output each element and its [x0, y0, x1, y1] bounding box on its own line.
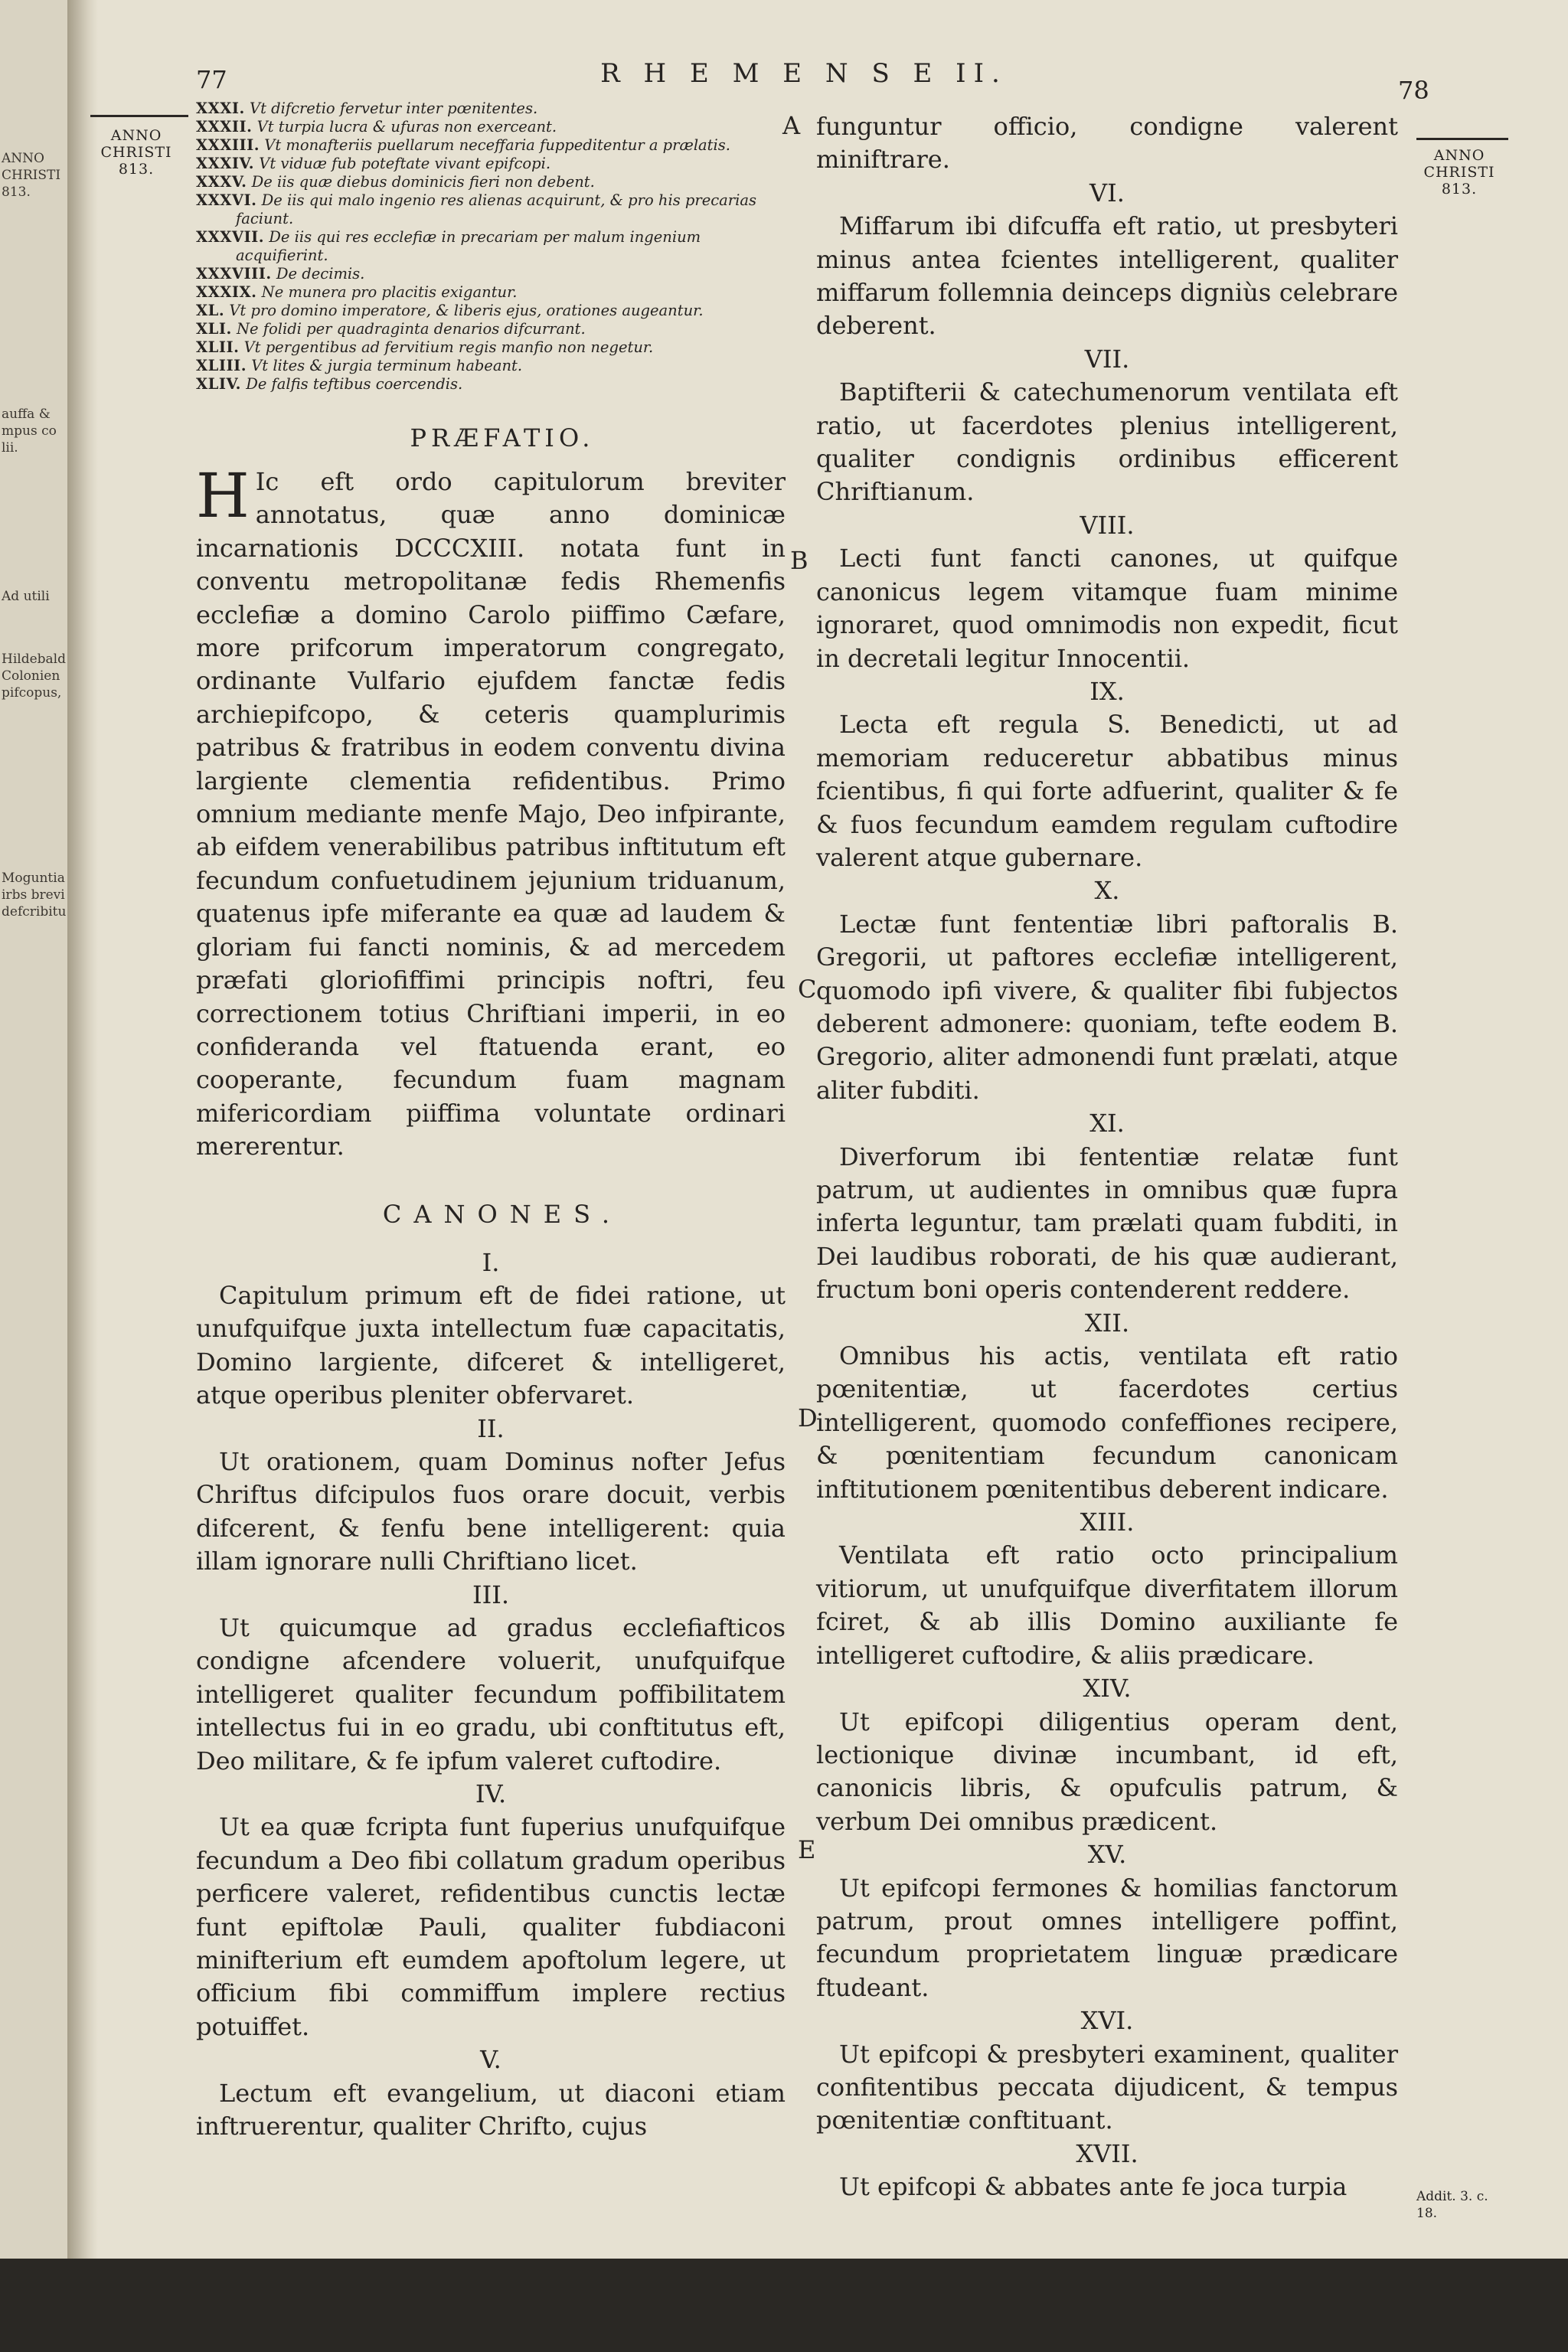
chapter-number: XXXVII.	[196, 228, 265, 246]
previous-page-edge	[0, 0, 70, 2259]
canon-number: VII.	[1084, 344, 1130, 374]
chapter-text: De iis quæ diebus dominicis fieri non debent.	[251, 173, 595, 191]
prev-page-fragment: auffa & mpus co lii.	[2, 407, 57, 456]
praefatio-paragraph	[196, 460, 786, 1164]
chapter-list-item	[196, 357, 786, 375]
chapter-text: Vt pergentibus ad fervitium regis manfio non negetur.	[243, 338, 654, 356]
canon-text: Diverforum ibi fententiæ relatæ funt patrum, ut audientes in omnibus quæ fupra inferta leguntur, tam prælati quam fubditi, in Dei laudibus roborati, de his quæ audierant, fructum boni operis contenderent reddere.	[816, 1142, 1398, 1305]
chapter-list-item	[196, 265, 786, 283]
section-letter-b: B	[790, 546, 808, 575]
section-letter-d: D	[798, 1403, 818, 1432]
section-letter-e: E	[798, 1835, 816, 1864]
chapter-number: XXXI.	[196, 100, 245, 117]
canon-number: XIII.	[1080, 1508, 1135, 1537]
prev-page-fragment: ANNO CHRISTI 813.	[2, 151, 61, 200]
canon-text: Capitulum primum eft de fidei ratione, ut unufquifque juxta intellectum fuæ capacitatis, Domino largiente, difceret & intelligeret, atque operibus pleniter obfervaret.	[196, 1280, 786, 1410]
canon-text: Ut epifcopi diligentius operam dent, lectionique divinæ incumbant, id eft, canonicis libris, & opufculis patrum, & verbum Dei omnibus prædicent.	[816, 1707, 1398, 1836]
margin-rule-right	[1416, 138, 1508, 140]
chapter-text: Vt lites & jurgia terminum habeant.	[251, 357, 523, 374]
background-below-page	[0, 2259, 1568, 2352]
chapter-text: Vt pro domino imperatore, & liberis ejus, orationes augeantur.	[229, 302, 704, 319]
canon-text: Ut epifcopi fermones & homilias fanctorum patrum, prout omnes intelligere poffint, fecundum proprietatem linguæ prædicare ftudeant.	[816, 1873, 1398, 2002]
prev-page-fragment: Ad utili	[2, 589, 50, 604]
canon-text: Ut epifcopi & abbates ante fe joca turpia	[839, 2172, 1348, 2202]
canon-number: IV.	[475, 1779, 507, 1809]
chapter-list-item	[196, 155, 786, 173]
drop-cap: H	[196, 460, 250, 531]
canon-text: Lecta eft regula S. Benedicti, ut ad memoriam reduceretur abbatibus minus fcientibus, fi qui forte adfuerint, qualiter & fe & fuos fecundum eamdem regulam cuftodire valerent atque gubernare.	[816, 710, 1398, 872]
canon-text: Ut quicumque ad gradus ecclefiafticos condigne afcendere voluerit, unufquifque intelligeret qualiter fecundum poffibilitatem intellectus fui in eo gradu, ubi conftitutus eft, Deo militare, & fe ipfum valeret cuftodire.	[196, 1613, 786, 1775]
chapter-list-item	[196, 320, 786, 338]
book-gutter	[67, 0, 98, 2259]
chapter-list-item	[196, 100, 786, 118]
addit-note: Addit. 3. c. 18.	[1416, 2189, 1488, 2221]
right-intro: funguntur officio, condigne valerent miniftrare.	[816, 112, 1398, 175]
chapter-number: XXXIV.	[196, 155, 255, 172]
canon-text: Lectæ funt fententiæ libri paftoralis B. Gregorii, ut paftores ecclefiæ intelligerent, quomodo ipfi vivere, & qualiter fibi fubjectos deberent admonere: quoniam, tefte eodem B. Gregorio, aliter admonendi funt prælati, atque aliter fubditi.	[816, 909, 1398, 1105]
chapter-list-item	[196, 173, 786, 191]
canon-number: XI.	[1089, 1109, 1125, 1138]
canon-number: XVII.	[1076, 2138, 1138, 2168]
right-column	[816, 110, 1398, 2204]
chapter-list-item	[196, 283, 786, 302]
canon-text: Ut epifcopi & presbyteri examinent, qualiter confitentibus peccata dijudicent, & tempus pœnitentiæ conftituant.	[816, 2039, 1398, 2135]
anno-christi-right: ANNO CHRISTI 813.	[1423, 147, 1495, 198]
canon-number: VI.	[1089, 178, 1125, 207]
chapter-list-item	[196, 118, 786, 136]
chapter-text: De iis qui res ecclefiæ in precariam per malum ingenium acquifierint.	[236, 228, 701, 264]
page-number-right: 78	[1398, 76, 1429, 105]
section-letter-c: C	[798, 975, 817, 1004]
canon-number: XIV.	[1083, 1674, 1132, 1704]
canon-number: IX.	[1089, 676, 1125, 706]
canon-text: Ventilata eft ratio octo principalium vitiorum, ut unufquifque diverfitatem illorum fciret, & ab illis Domino auxiliante fe intelligeret cuftodire, & aliis prædicare.	[816, 1540, 1398, 1670]
running-title: R H E M E N S E II.	[600, 58, 1008, 89]
canon-text: Lectum eft evangelium, ut diaconi etiam inftruerentur, qualiter Chrifto, cujus	[196, 2078, 786, 2141]
canon-number: XII.	[1084, 1308, 1130, 1338]
chapter-text: De decimis.	[276, 265, 365, 283]
chapter-number: XL.	[196, 302, 225, 319]
canon-number: III.	[472, 1579, 510, 1609]
canon-text: Ut orationem, quam Dominus nofter Jefus Chriftus difcipulos fuos orare docuit, verbis difcerent, & fenfu bene intelligerent: quia illam ignorare nulli Chriftiano licet.	[196, 1446, 786, 1576]
left-canons	[196, 1246, 786, 2144]
chapter-number: XXXII.	[196, 118, 253, 136]
chapter-number: XXXV.	[196, 173, 247, 191]
chapter-list-item	[196, 338, 786, 357]
prev-page-fragment: Hildebald Colonien pifcopus,	[2, 652, 66, 701]
canones-title: CANONES.	[382, 1199, 622, 1229]
margin-rule-left	[90, 115, 188, 117]
chapter-list-item	[196, 302, 786, 320]
canon-number: XVI.	[1080, 2006, 1134, 2036]
chapter-list-item	[196, 191, 786, 228]
chapter-text: Ne munera pro placitis exigantur.	[261, 283, 518, 301]
canon-text: Omnibus his actis, ventilata eft ratio pœnitentiæ, ut facerdotes certius intelligerent, quomodo confeffiones recipere, & pœnitentiam fecundum canonicam inftitutionem pœnitentibus deberent indicare.	[816, 1341, 1398, 1504]
chapter-text: Ne folidi per quadraginta denarios difcurrant.	[236, 320, 586, 338]
left-column	[196, 100, 786, 2144]
chapter-number: XLI.	[196, 320, 232, 338]
canon-text: Baptifterii & catechumenorum ventilata eft ratio, ut facerdotes plenius intelligerent, qualiter condignis ordinibus efficerent Chriftianum.	[816, 377, 1398, 507]
canon-text: Ut ea quæ fcripta funt fuperius unufquifque fecundum a Deo fibi collatum gradum operibus perficere valeret, refidentibus cunctis lectæ funt epiftolæ Pauli, qualiter fubdiaconi minifterium eft eumdem apoftolum legere, ut officium fibi commiffum implere rectius potuiffet.	[196, 1812, 786, 2041]
canon-number: V.	[480, 2045, 501, 2075]
chapter-number: XXXVIII.	[196, 265, 272, 283]
right-canons	[816, 177, 1398, 2204]
chapter-number: XXXIX.	[196, 283, 257, 301]
praefatio-title: PRÆFATIO.	[410, 423, 595, 452]
canon-text: Miffarum ibi difcuffa eft ratio, ut presbyteri minus antea fcientes intelligerent, qualiter miffarum follemnia deinceps digniùs celebrare deberent.	[816, 211, 1398, 341]
canon-number: I.	[482, 1247, 500, 1277]
chapter-list-item	[196, 375, 786, 394]
chapter-number: XLIII.	[196, 357, 247, 374]
chapter-number: XLIV.	[196, 375, 241, 393]
chapter-list-item	[196, 228, 786, 265]
canon-number: X.	[1094, 876, 1120, 906]
anno-christi-left: ANNO CHRISTI 813.	[100, 127, 172, 178]
canon-number: VIII.	[1080, 510, 1135, 540]
canon-number: XV.	[1087, 1840, 1127, 1870]
chapter-text: Vt viduæ fub poteftate vivant epifcopi.	[259, 155, 551, 172]
chapter-number: XLII.	[196, 338, 240, 356]
chapter-text: Vt turpia lucra & ufuras non exerceant.	[256, 118, 557, 136]
chapter-text: Vt monafteriis puellarum neceffaria fuppeditentur a prælatis.	[264, 136, 730, 154]
canon-number: II.	[477, 1413, 505, 1443]
chapter-list-item	[196, 136, 786, 155]
chapter-text: De iis qui malo ingenio res alienas acquirunt, & pro his precarias faciunt.	[236, 191, 756, 227]
praefatio-text: Ic eft ordo capitulorum breviter annotatus, quæ anno dominicæ incarnationis DCCCXIII. notata funt in conventu metropolitanæ fedis Rhemenfis ecclefiæ a domino Carolo piiffimo Cæfare, more prifcorum imperatorum congregato, ordinante Vulfario ejufdem fanctæ fedis archiepifcopo, & ceteris quamplurimis patribus & fratribus in eodem conventu divina largiente clementia refidentibus. Primo omnium mediante menfe Majo, Deo infpirante, ab eifdem venerabilibus patribus inftitutum eft fecundum confuetudinem jejunium triduanum, quatenus ipfe miferante ea quæ ad laudem & gloriam fui fancti nominis, & ad mercedem præfati gloriofiffimi principis noftri, feu correctionem totius Chriftiani imperii, in eo confideranda vel ftatuenda erant, eo cooperante, fecundum fuam magnam mifericordiam piiffima voluntate ordinari mererentur.	[196, 467, 786, 1161]
chapter-text: Vt difcretio fervetur inter pœnitentes.	[250, 100, 538, 117]
page-number-left: 77	[196, 65, 227, 94]
canon-text: Lecti funt fancti canones, ut quifque canonicus legem vitamque fuam minime ignoraret, quod omnimodis non expedit, ficut in decretali legitur Innocentii.	[816, 544, 1398, 673]
section-letter-a: A	[782, 111, 801, 140]
chapter-number: XXXIII.	[196, 136, 260, 154]
chapter-text: De falfis teftibus coercendis.	[246, 375, 463, 393]
chapter-list	[196, 100, 786, 394]
chapter-number: XXXVI.	[196, 191, 257, 209]
prev-page-fragment: Moguntia irbs brevi defcribitu	[2, 871, 67, 920]
